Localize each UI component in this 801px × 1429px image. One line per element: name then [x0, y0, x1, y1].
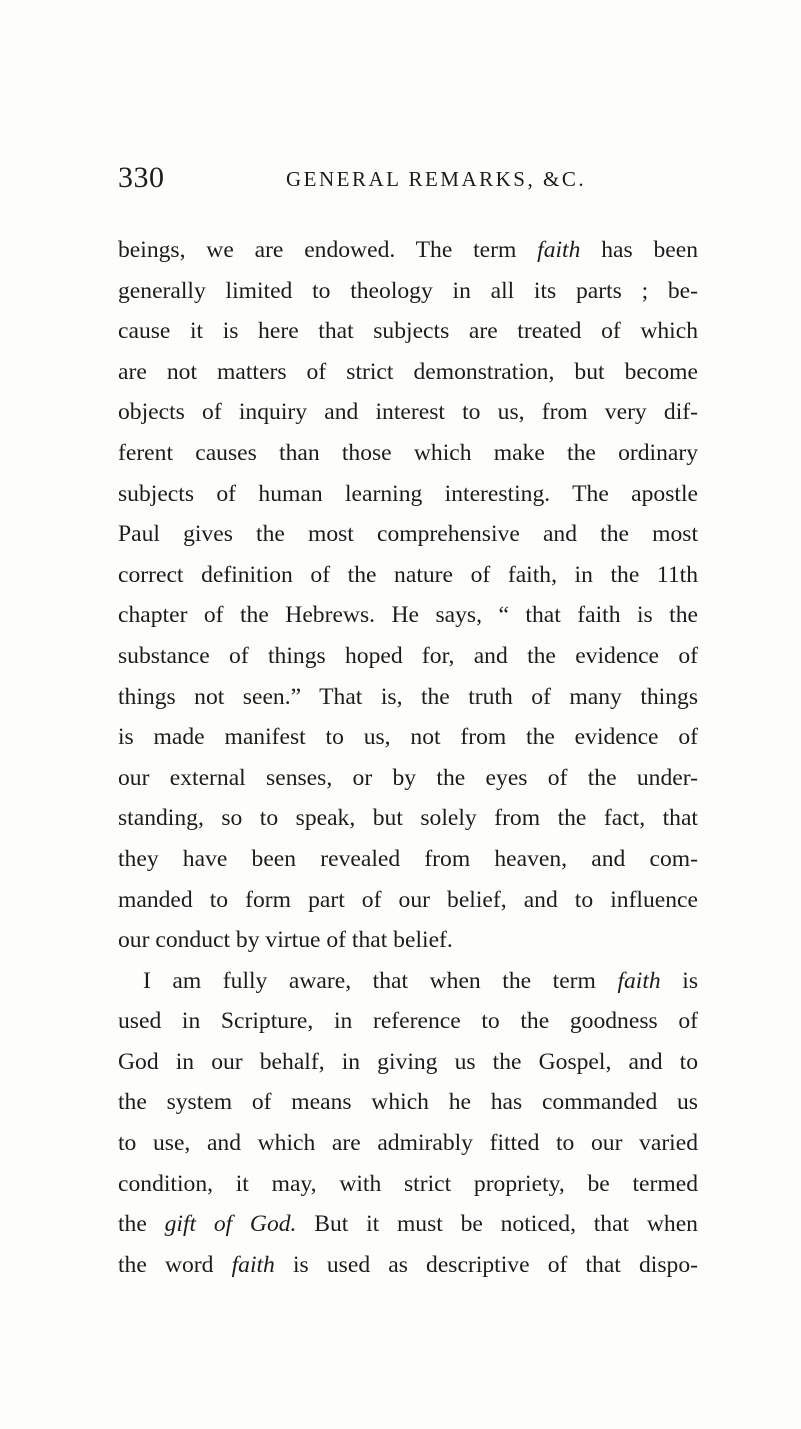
text-line: objects of inquiry and interest to us, from very dif-	[118, 399, 698, 426]
text-line: beings, we are endowed. The term faith has been	[118, 237, 698, 263]
body-text	[118, 230, 698, 1285]
text-line: the system of means which he has commanded us	[118, 1089, 698, 1116]
paragraph-end-line: our conduct by virtue of that belief.	[118, 927, 453, 954]
text-line: they have been revealed from heaven, and com-	[118, 845, 698, 872]
text-line: is made manifest to us, not from the evidence of	[118, 724, 698, 751]
text-line: the gift of God. But it must be noticed, that when	[118, 1211, 698, 1238]
text-line: to use, and which are admirably fitted to our varied	[118, 1130, 698, 1157]
paragraph-start-line: I am fully aware, that when the term faith is	[143, 967, 698, 994]
text-line: our external senses, or by the eyes of the under-	[118, 764, 698, 791]
text-line: standing, so to speak, but solely from the fact, that	[118, 805, 698, 832]
running-head: GENERAL REMARKS, &C.	[286, 167, 587, 191]
text-line: God in our behalf, in giving us the Gospel, and to	[118, 1048, 698, 1075]
text-line: are not matters of strict demonstration, but become	[118, 358, 698, 385]
text-line: substance of things hoped for, and the evidence of	[118, 642, 698, 669]
text-line: chapter of the Hebrews. He says, “ that faith is the	[118, 602, 698, 629]
text-line: subjects of human learning interesting. The apostle	[118, 480, 698, 507]
text-line: generally limited to theology in all its parts ; be-	[118, 277, 698, 304]
text-line: things not seen.” That is, the truth of many things	[118, 683, 698, 710]
page-number: 330	[118, 161, 165, 194]
text-line: cause it is here that subjects are treated of which	[118, 318, 698, 345]
text-line: condition, it may, with strict propriety, be termed	[118, 1170, 698, 1197]
text-line: manded to form part of our belief, and to influence	[118, 886, 698, 913]
text-line: used in Scripture, in reference to the goodness of	[118, 1008, 698, 1035]
text-line: Paul gives the most comprehensive and the most	[118, 521, 698, 548]
text-line: ferent causes than those which make the ordinary	[118, 439, 698, 466]
page-header	[118, 161, 698, 201]
text-line: the word faith is used as descriptive of that dispo-	[118, 1251, 698, 1278]
text-line: correct definition of the nature of faith, in the 11th	[118, 561, 698, 588]
